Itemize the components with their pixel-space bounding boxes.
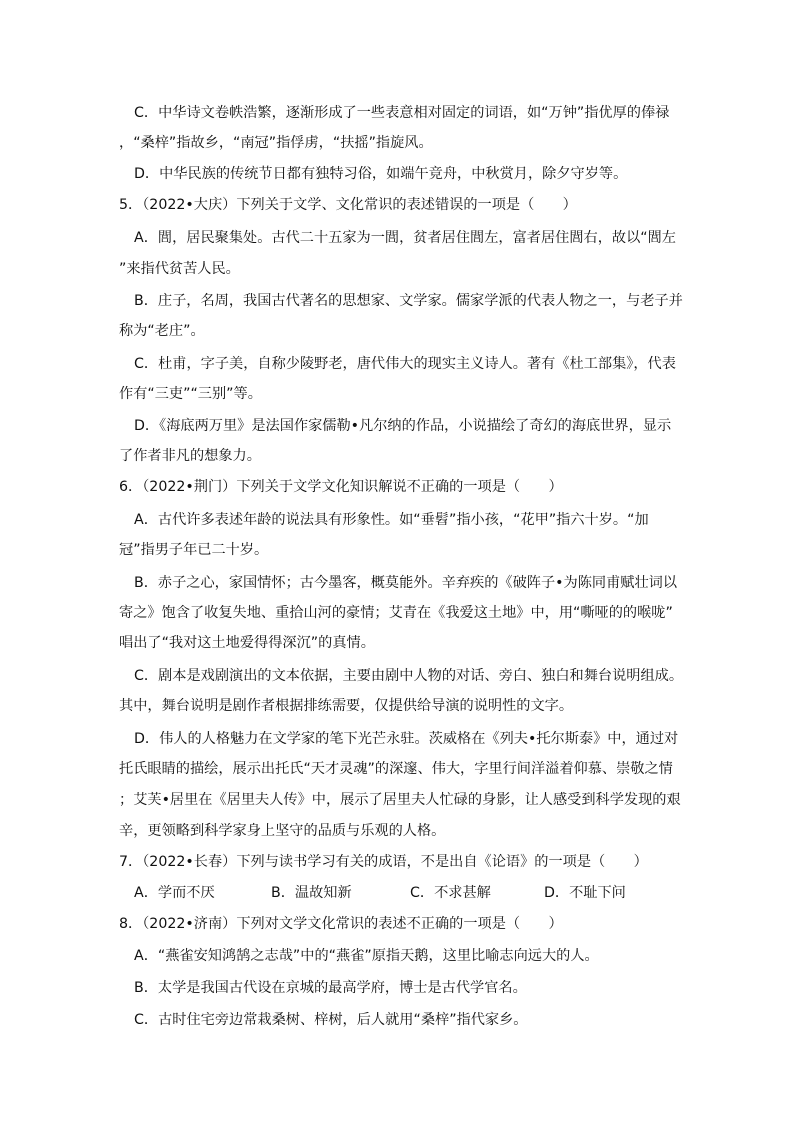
q7-option-c: C．不求甚解 <box>410 885 491 901</box>
q4-option-d: D．中华民族的传统节日都有独特习俗，如端午竞舟，中秋赏月，除夕守岁等。 <box>134 166 628 182</box>
question-8-stem: 8．（2022•济南）下列对文学文化常识的表述不正确的一项是（ ） <box>119 916 563 932</box>
q8-option-a: A．“燕雀安知鸿鹄之志哉”中的“燕雀”原指天鹅，这里比喻志向远大的人。 <box>134 948 599 964</box>
q6-option-d-line-4: 辛，更领略到科学家身上坚守的品质与乐观的人格。 <box>119 823 446 839</box>
q6-option-b-line-2: 寄之》饱含了收复失地、重拾山河的豪情；艾青在《我爱这土地》中，用“嘶哑的的喉咙” <box>119 605 673 621</box>
q6-option-d-line-3: ；艾芙•居里在《居里夫人传》中，展示了居里夫人忙碌的身影，让人感受到科学发现的艰 <box>119 792 681 808</box>
q7-option-d: D．不耻下问 <box>544 885 626 901</box>
q8-option-b: B．太学是我国古代设在京城的最高学府，博士是古代学官名。 <box>134 980 527 996</box>
q5-option-a-line-2: ”来指代贫苦人民。 <box>119 261 240 277</box>
q5-option-c-line-2: 作有“三吏”“三别”等。 <box>119 386 262 402</box>
q7-option-a: A．学而不厌 <box>134 885 215 901</box>
q6-option-a-line-1: A．古代许多表述年龄的说法具有形象性。如“垂髫”指小孩，“花甲”指六十岁。“加 <box>134 512 649 528</box>
q5-option-b-line-2: 称为“老庄”。 <box>119 323 205 339</box>
q6-option-c-line-1: C．剧本是戏剧演出的文本依据，主要由剧中人物的对话、旁白、独白和舞台说明组成。 <box>134 668 684 684</box>
q5-option-d-line-2: 了作者非凡的想象力。 <box>119 448 261 464</box>
question-7-stem: 7．（2022•长春）下列与读书学习有关的成语，不是出自《论语》的一项是（ ） <box>119 854 648 870</box>
q7-option-b: B．温故知新 <box>271 885 352 901</box>
q6-option-d-line-1: D．伟人的人格魅力在文学家的笔下光芒永驻。茨威格在《列夫•托尔斯泰》中，通过对 <box>134 731 679 747</box>
q6-option-d-line-2: 托氏眼睛的描绘，展示出托氏“天才灵魂”的深邃、伟大，字里行间洋溢着仰慕、崇敬之情 <box>119 761 673 777</box>
q4-option-c-line-2: ，“桑梓”指故乡，“南冠”指俘虏，“扶摇”指旋风。 <box>119 135 433 151</box>
q5-option-c-line-1: C．杜甫，字子美，自称少陵野老，唐代伟大的现实主义诗人。著有《杜工部集》，代表 <box>134 356 676 372</box>
q5-option-d-line-1: D．《海底两万里》是法国作家儒勒•凡尔纳的作品，小说描绘了奇幻的海底世界，显示 <box>134 418 672 434</box>
q6-option-c-line-2: 其中，舞台说明是剧作者根据排练需要，仅提供给导演的说明性的文字。 <box>119 698 574 714</box>
q5-option-b-line-1: B．庄子，名周，我国古代著名的思想家、文学家。儒家学派的代表人物之一，与老子并 <box>134 293 683 309</box>
q8-option-c: C．古时住宅旁边常栽桑树、梓树，后人就用“桑梓”指代家乡。 <box>134 1012 528 1028</box>
question-5-stem: 5．（2022•大庆）下列关于文学、文化常识的表述错误的一项是（ ） <box>119 197 577 213</box>
q4-option-c-line-1: C．中华诗文卷帙浩繁，逐渐形成了一些表意相对固定的词语，如“万钟”指优厚的俸禄 <box>134 105 670 121</box>
q5-option-a-line-1: A．閭，居民聚集处。古代二十五家为一閭，贫者居住閭左，富者居住閭右，故以“閭左 <box>134 230 676 246</box>
question-6-stem: 6．（2022•荆门）下列关于文学文化知识解说不正确的一项是（ ） <box>119 479 563 495</box>
q6-option-a-line-2: 冠”指男子年已二十岁。 <box>119 542 269 558</box>
q6-option-b-line-1: B．赤子之心，家国情怀；古今墨客，概莫能外。辛弃疾的《破阵子•为陈同甫赋壮词以 <box>134 575 678 591</box>
q6-option-b-line-3: 唱出了“我对这土地爱得得深沉”的真情。 <box>119 635 375 651</box>
